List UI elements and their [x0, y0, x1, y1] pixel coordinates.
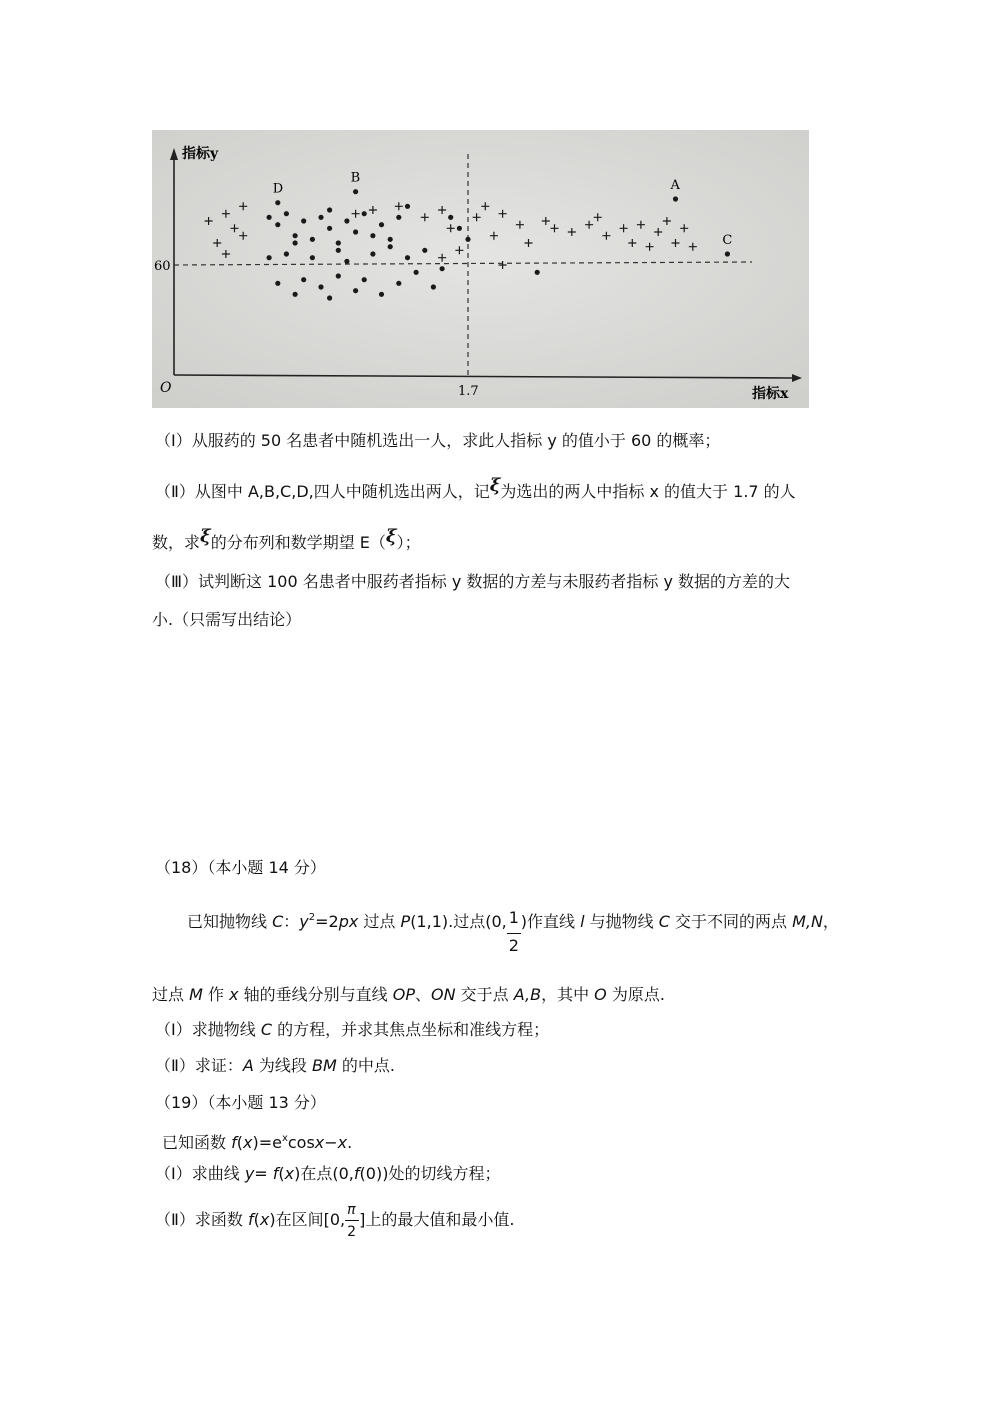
scatter-dot-point [301, 218, 306, 223]
math-var: x [314, 1133, 325, 1152]
fraction-denominator: 2 [508, 936, 519, 955]
math-var: l [580, 912, 585, 931]
text: 、 [415, 985, 432, 1004]
q17-part2-line2 [152, 526, 421, 554]
q18-line2 [152, 984, 665, 1006]
scatter-dot-point [379, 222, 384, 227]
text: 的方程，并求其焦点坐标和准线方程； [271, 1020, 550, 1039]
point-label-a: A [670, 178, 680, 193]
scatter-dot-point [353, 288, 358, 293]
fraction-numerator: 1 [508, 908, 519, 927]
text: 的中点. [336, 1056, 395, 1075]
point-label-d: D [272, 181, 284, 197]
q17-part2-text-e: ）； [396, 533, 421, 552]
labeled-point-a [673, 196, 678, 201]
scatter-dot-point [405, 204, 410, 209]
q19-part1 [155, 1163, 500, 1185]
scatter-dot-point [370, 233, 375, 238]
scatter-dot-point [440, 266, 445, 271]
scatter-dot-point [327, 226, 332, 231]
text: − [324, 1133, 338, 1152]
scatter-dot-point [362, 277, 367, 282]
text: )在区间[0, [269, 1210, 346, 1229]
text: = [254, 1164, 273, 1183]
scatter-dot-point [414, 270, 419, 275]
fraction-one-half [507, 908, 521, 955]
scatter-dot-point [405, 255, 410, 260]
text: 作 [202, 985, 230, 1004]
x-tick-label: 1.7 [458, 384, 479, 399]
text: 为原点. [606, 985, 665, 1004]
q19-header: （19）（本小题 13 分） [155, 1093, 326, 1112]
scatter-dot-point [267, 255, 272, 260]
scatter-dot-point [465, 237, 470, 242]
scatter-dot-point [284, 211, 289, 216]
text: )在点(0, [294, 1164, 354, 1183]
math-var: y [299, 912, 309, 931]
fraction-pi-over-2 [345, 1202, 359, 1240]
scatter-dot-point [379, 292, 384, 297]
math-var: A,B [513, 985, 542, 1004]
scatter-dot-point [535, 270, 540, 275]
scatter-dot-point [310, 255, 315, 260]
xi-symbol: ξ [489, 475, 501, 496]
q18-part2 [155, 1055, 395, 1077]
scatter-dot-point [388, 244, 393, 249]
xi-symbol: ξ [385, 526, 397, 547]
text: 轴的垂线分别与直线 [238, 985, 393, 1004]
q17-part3-line1: （Ⅲ）试判断这 100 名患者中服药者指标 y 数据的方差与未服药者指标 y 数据的方差的大 [155, 572, 791, 591]
scatter-dot-point [370, 251, 375, 256]
q17-part2-text-d: 的分布列和数学期望 E（ [210, 533, 386, 552]
point-label-c: C [722, 233, 733, 248]
scatter-dot-point [362, 211, 367, 216]
math-var: C [260, 1020, 272, 1039]
q17-part2-text-b: 为选出的两人中指标 x 的值大于 1.7 的人 [500, 482, 796, 501]
text: ，其中 [541, 985, 595, 1004]
y-axis-label: 指标y [182, 146, 219, 162]
scatter-dot-point [275, 222, 280, 227]
scatter-dot-point [293, 233, 298, 238]
q17-part2-text-a: （Ⅱ）从图中 A,B,C,D,四人中随机选出两人，记 [155, 482, 490, 501]
text: （Ⅱ）求证： [155, 1056, 243, 1075]
math-var: y [244, 1164, 255, 1183]
scatter-dot-point [344, 218, 349, 223]
point-label-b: B [350, 170, 361, 186]
text: （Ⅱ）求函数 [155, 1210, 248, 1229]
text: 过点 [358, 912, 401, 931]
fraction-denominator: 2 [347, 1224, 357, 1240]
scatter-dot-point [301, 277, 306, 282]
scatter-dot-point [388, 237, 393, 242]
text: 交于点 [455, 985, 514, 1004]
scatter-plot-svg [152, 130, 809, 408]
scatter-plot-figure [152, 130, 809, 408]
math-var: x [242, 1133, 253, 1152]
scatter-dot-point [293, 292, 298, 297]
text: cos [287, 1133, 315, 1152]
q17-part2-text-c: 数，求 [152, 533, 201, 552]
math-var: x [284, 1164, 295, 1183]
plot-background [152, 130, 809, 408]
text: 过点 [152, 985, 190, 1004]
superscript: x [281, 1133, 288, 1144]
q19-line1 [162, 1128, 352, 1154]
scatter-dot-point [327, 295, 332, 300]
fraction-bar [507, 933, 521, 934]
math-var: f [231, 1133, 237, 1152]
scatter-dot-point [336, 273, 341, 278]
text: （Ⅰ）求抛物线 [155, 1020, 261, 1039]
fraction-numerator: π [347, 1202, 356, 1218]
text: （Ⅰ）求曲线 [155, 1164, 245, 1183]
scatter-dot-point [267, 215, 272, 220]
scatter-dot-point [336, 248, 341, 253]
q18-line1 [187, 907, 839, 955]
xi-symbol: ξ [200, 526, 211, 547]
scatter-dot-point [422, 248, 427, 253]
text: (0))处的切线方程； [359, 1164, 501, 1183]
origin-label: O [160, 380, 172, 396]
q18-part1 [155, 1019, 549, 1041]
math-var: px [338, 912, 359, 931]
scatter-dot-point [396, 281, 401, 286]
text: 已知函数 [162, 1133, 232, 1152]
scatter-dot-point [327, 207, 332, 212]
math-var: f [353, 1164, 360, 1183]
math-var: M,N [792, 912, 823, 931]
scatter-dot-point [448, 215, 453, 220]
scatter-dot-point [353, 229, 358, 234]
math-var: BM [312, 1056, 337, 1075]
q18-header: （18）（本小题 14 分） [155, 858, 326, 877]
text: 已知抛物线 [187, 912, 273, 931]
labeled-point-c [725, 251, 730, 256]
text: (1,1).过点(0, [410, 912, 507, 931]
math-var: x [259, 1210, 270, 1229]
text: 与抛物线 [584, 912, 659, 931]
text: 交于不同的两点 [669, 912, 793, 931]
text: )作直线 [520, 912, 581, 931]
scatter-dot-point [318, 215, 323, 220]
q19-part2 [155, 1202, 515, 1240]
text: ]上的最大值和最小值. [359, 1210, 515, 1229]
text: ， [822, 912, 839, 931]
scatter-dot-point [275, 281, 280, 286]
scatter-dot-point [293, 240, 298, 245]
math-var: O [594, 985, 607, 1004]
labeled-point-d [275, 200, 280, 205]
text: ( [253, 1210, 260, 1229]
text: 为线段 [253, 1056, 313, 1075]
math-var: A [242, 1056, 254, 1075]
math-var: ON [431, 985, 456, 1004]
text: =2 [315, 912, 339, 931]
text: ( [236, 1133, 243, 1152]
text: . [347, 1133, 353, 1152]
scatter-dot-point [318, 284, 323, 289]
x-axis-label: 指标x [752, 386, 789, 402]
q17-part3-line2: 小.（只需写出结论） [152, 610, 302, 629]
labeled-point-b [353, 189, 358, 194]
superscript: 2 [308, 912, 316, 923]
q17-part2-line1 [155, 475, 796, 503]
scatter-dot-point [310, 237, 315, 242]
scatter-dot-point [284, 251, 289, 256]
scatter-dot-point [336, 240, 341, 245]
q17-part1: （Ⅰ）从服药的 50 名患者中随机选出一人，求此人指标 y 的值小于 60 的概率； [155, 431, 721, 450]
scatter-dot-point [457, 226, 462, 231]
math-var: P [400, 912, 411, 931]
math-var: C [658, 912, 670, 931]
math-var: OP [392, 985, 415, 1004]
text: ( [278, 1164, 285, 1183]
math-var: f [247, 1210, 254, 1229]
math-var: M [189, 985, 203, 1004]
scatter-dot-point [344, 259, 349, 264]
math-var: f [272, 1164, 279, 1183]
math-var: x [229, 985, 239, 1004]
text: ： [283, 912, 300, 931]
math-var: x [337, 1133, 348, 1152]
y-tick-label: 60 [154, 259, 171, 274]
math-var: C [272, 912, 284, 931]
scatter-dot-point [431, 284, 436, 289]
text: )=e [252, 1133, 282, 1152]
scatter-dot-point [396, 215, 401, 220]
